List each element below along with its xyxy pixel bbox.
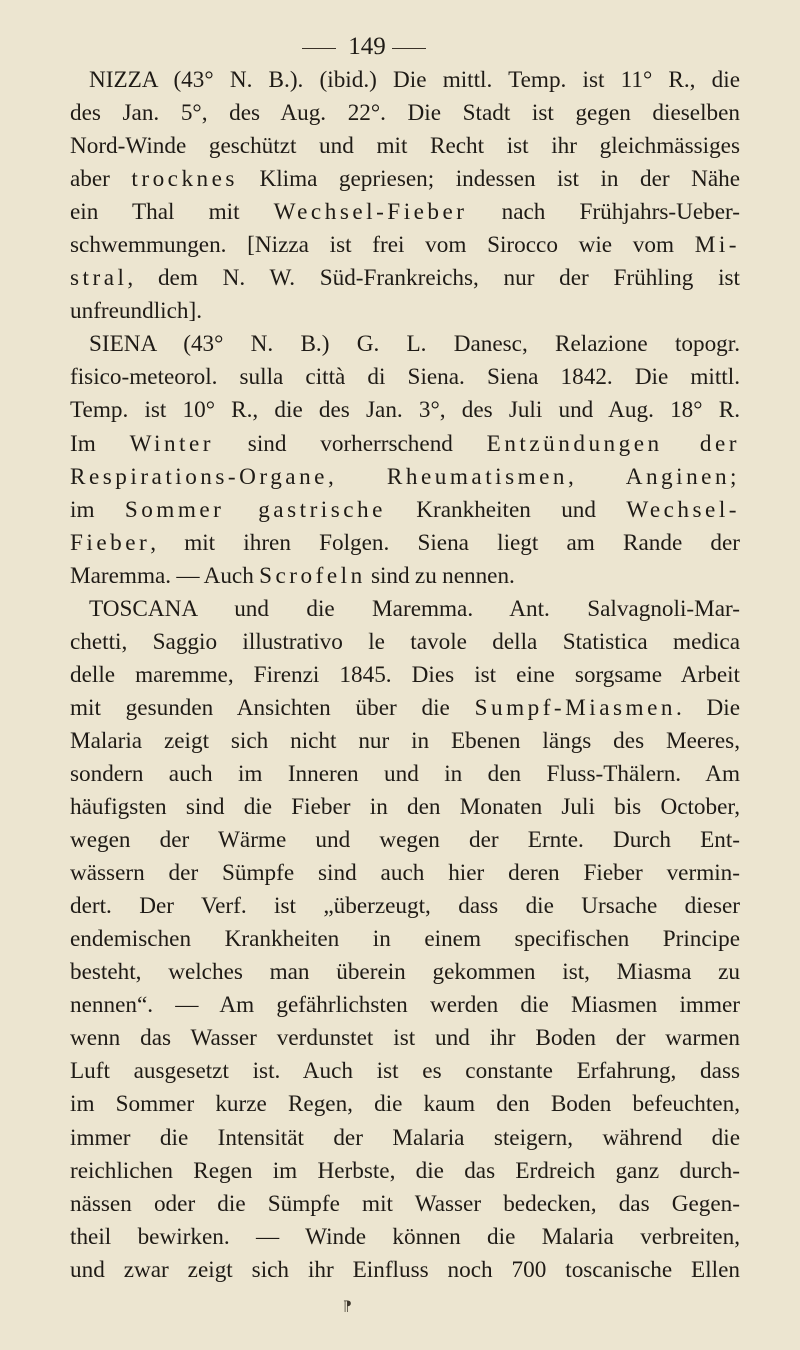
text-segment: schwemmungen. [Nizza ist frei vom Sirocco wie vom bbox=[70, 232, 695, 259]
text-segment: TOSCANA und die Maremma. Ant. Salvagnoli-Mar- bbox=[89, 595, 740, 622]
text-segment: nässen oder die Sümpfe mit Wasser bedecken, das Gegen- bbox=[70, 1190, 740, 1217]
text-segment: häufigsten sind die Fieber in den Monaten Juli bis October, bbox=[70, 794, 740, 821]
text-segment: dert. Der Verf. ist „überzeugt, dass die Ursache dieser bbox=[70, 893, 740, 920]
spaced-emphasis: stral bbox=[70, 265, 128, 292]
text-line bbox=[70, 428, 740, 461]
text-line bbox=[70, 1254, 740, 1287]
text-segment: sind zu nennen. bbox=[365, 562, 515, 589]
text-segment: im bbox=[70, 496, 125, 523]
text-line bbox=[70, 1155, 740, 1188]
text-segment: sind vorherrschend bbox=[214, 430, 487, 457]
text-segment: Nord-Winde geschützt und mit Recht ist ihr gleichmässiges bbox=[70, 133, 740, 160]
text-segment: delle maremme, Firenzi 1845. Dies ist eine sorgsame Arbeit bbox=[70, 661, 740, 688]
footer-mark: ⁋ bbox=[343, 1300, 352, 1315]
text-segment: SIENA (43° N. B.) G. L. Danesc, Relazione topogr. bbox=[89, 331, 740, 358]
text-line bbox=[70, 1188, 740, 1221]
text-segment: , mit ihren Folgen. Siena liegt am Rande der bbox=[150, 529, 740, 556]
text-segment: besteht, welches man überein gekommen ist, Miasma zu bbox=[70, 959, 740, 986]
text-line bbox=[70, 956, 740, 989]
text-line bbox=[70, 461, 740, 494]
text-line bbox=[70, 361, 740, 394]
text-segment: , dem N. W. Süd-Frankreichs, nur der Frühling ist bbox=[127, 265, 740, 292]
text-segment: endemischen Krankheiten in einem specifischen Principe bbox=[70, 926, 740, 953]
text-segment: unfreundlich]. bbox=[70, 298, 202, 325]
text-segment: sondern auch im Inneren und in den Fluss-Thälern. Am bbox=[70, 760, 740, 787]
text-line bbox=[70, 692, 740, 725]
text-segment: immer die Intensität der Malaria steigern, während die bbox=[70, 1124, 740, 1151]
header-rule-left bbox=[302, 48, 336, 49]
text-segment: wenn das Wasser verdunstet ist und ihr Boden der warmen bbox=[70, 1025, 740, 1052]
text-segment: theil bewirken. — Winde können die Malaria verbreiten, bbox=[70, 1223, 740, 1250]
text-segment: Maremma. — Auch bbox=[70, 562, 260, 589]
text-line bbox=[70, 1055, 740, 1088]
spaced-emphasis: Wechsel-Fieber bbox=[273, 199, 468, 226]
text-segment: Im bbox=[70, 430, 130, 457]
header-rule-right bbox=[392, 48, 426, 49]
text-segment: ein Thal mit bbox=[70, 199, 274, 226]
text-line bbox=[70, 130, 740, 163]
text-line bbox=[70, 97, 740, 130]
spaced-emphasis: Sommer gastrische bbox=[124, 496, 386, 523]
spaced-emphasis: Mi- bbox=[694, 232, 740, 259]
text-line bbox=[70, 1221, 740, 1254]
text-line bbox=[70, 1022, 740, 1055]
text-line bbox=[70, 725, 740, 758]
spaced-emphasis: Entzündungen der bbox=[486, 430, 741, 457]
text-segment: fisico-meteorol. sulla città di Siena. Siena 1842. Die mittl. bbox=[70, 364, 740, 391]
text-segment: chetti, Saggio illustrativo le tavole della Statistica medica bbox=[70, 628, 740, 655]
text-line bbox=[70, 560, 740, 593]
text-segment: Temp. ist 10° R., die des Jan. 3°, des Juli und Aug. 18° R. bbox=[70, 397, 740, 424]
body-text bbox=[70, 64, 740, 1287]
text-segment: des Jan. 5°, des Aug. 22°. Die Stadt ist gegen dieselben bbox=[70, 100, 740, 127]
text-segment: aber bbox=[70, 166, 132, 193]
text-segment: NIZZA (43° N. B.). (ibid.) Die mittl. Temp. ist 11° R., die bbox=[89, 67, 740, 93]
text-line bbox=[70, 857, 740, 890]
text-line bbox=[70, 262, 740, 295]
text-line bbox=[70, 64, 740, 97]
text-line bbox=[70, 791, 740, 824]
text-segment: Luft ausgesetzt ist. Auch ist es constante Erfahrung, dass bbox=[70, 1058, 740, 1085]
spaced-emphasis: trocknes bbox=[131, 166, 238, 193]
text-line bbox=[70, 163, 740, 196]
text-segment: Malaria zeigt sich nicht nur in Ebenen längs des Meeres, bbox=[70, 727, 740, 754]
page-number: 149 bbox=[348, 33, 386, 60]
text-segment: nach Frühjahrs-Ueber- bbox=[467, 199, 740, 226]
text-line bbox=[70, 295, 740, 328]
text-segment: wegen der Wärme und wegen der Ernte. Durch Ent- bbox=[70, 827, 740, 854]
spaced-emphasis: Respirations-Organe, Rheumatismen, Anginen; bbox=[70, 463, 740, 490]
text-segment: . Die bbox=[675, 694, 740, 721]
text-line bbox=[70, 494, 740, 527]
book-page bbox=[70, 28, 740, 1287]
text-line bbox=[70, 1122, 740, 1155]
text-segment: reichlichen Regen im Herbste, die das Erdreich ganz durch- bbox=[70, 1157, 740, 1184]
text-segment: mit gesunden Ansichten über die bbox=[70, 694, 475, 721]
text-line bbox=[70, 989, 740, 1022]
text-line bbox=[70, 527, 740, 560]
text-line bbox=[70, 890, 740, 923]
text-line bbox=[70, 923, 740, 956]
text-segment: im Sommer kurze Regen, die kaum den Boden befeuchten, bbox=[70, 1091, 740, 1118]
text-segment: nennen“. — Am gefährlichsten werden die Miasmen immer bbox=[70, 992, 740, 1019]
spaced-emphasis: Winter bbox=[129, 430, 215, 457]
spaced-emphasis: Sumpf-Miasmen bbox=[474, 694, 676, 721]
spaced-emphasis: Wechsel- bbox=[626, 496, 740, 523]
text-line bbox=[70, 229, 740, 262]
spaced-emphasis: Scrofeln bbox=[259, 562, 366, 589]
text-line bbox=[70, 659, 740, 692]
text-line bbox=[70, 824, 740, 857]
text-line bbox=[70, 196, 740, 229]
text-line bbox=[70, 593, 740, 626]
text-line bbox=[70, 394, 740, 427]
text-line bbox=[70, 626, 740, 659]
text-segment: wässern der Sümpfe sind auch hier deren Fieber vermin- bbox=[70, 860, 740, 887]
text-line bbox=[70, 1088, 740, 1121]
text-line bbox=[70, 758, 740, 791]
text-segment: Klima gepriesen; indessen ist in der Nähe bbox=[237, 166, 740, 193]
text-segment: und zwar zeigt sich ihr Einfluss noch 700 toscanische Ellen bbox=[70, 1256, 740, 1283]
text-segment: Krankheiten und bbox=[385, 496, 627, 523]
text-line bbox=[70, 328, 740, 361]
page-header bbox=[70, 28, 740, 64]
spaced-emphasis: Fieber bbox=[70, 529, 151, 556]
